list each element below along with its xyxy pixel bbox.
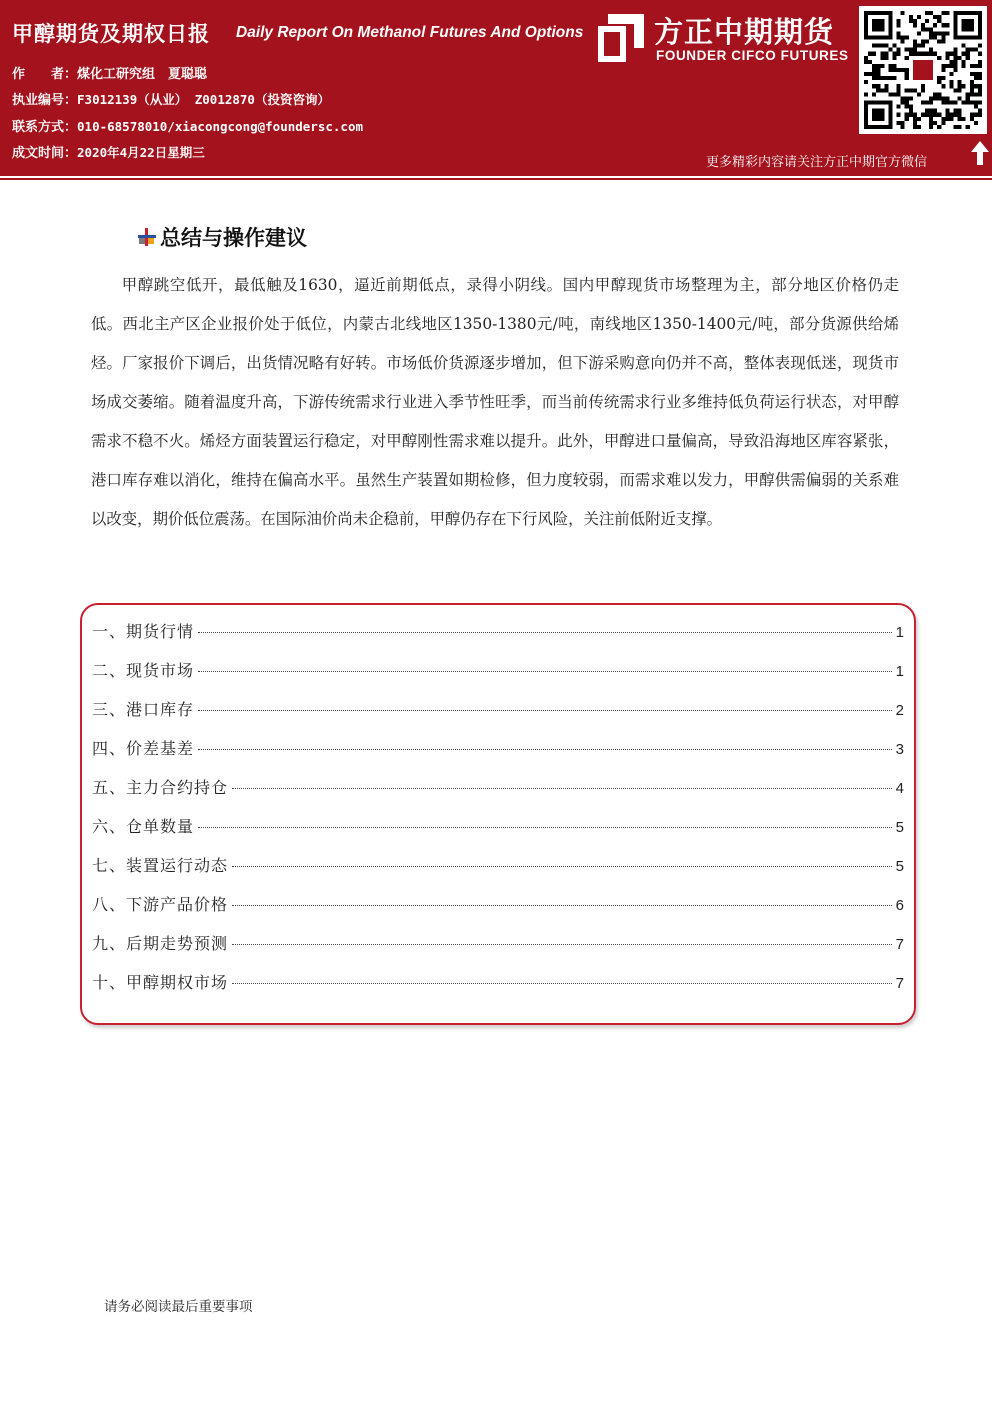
author-label: 作 者： [12,67,78,82]
toc-item[interactable] [92,853,904,892]
contact-value: 010-68578010/xiacongcong@foundersc.com [77,119,363,134]
footer-disclaimer: 请务必阅读最后重要事项 [104,1299,253,1315]
toc-list [92,619,904,1009]
toc-item-label: 八、下游产品价格 [92,895,229,914]
toc-item-label: 九、后期走势预测 [92,934,229,953]
toc-item-page: 7 [895,975,904,992]
arrow-up-icon [970,140,990,166]
toc-leader-dots [198,710,892,711]
toc-item-label: 二、现货市场 [92,661,195,680]
author-value: 煤化工研究组 夏聪聪 [77,67,208,82]
toc-item[interactable] [92,697,904,736]
toc-item-label: 十、甲醇期权市场 [92,973,229,992]
toc-item[interactable] [92,658,904,697]
toc-item[interactable] [92,814,904,853]
toc-item[interactable] [92,775,904,814]
report-title-en: Daily Report On Methanol Futures And Options [236,24,584,41]
toc-item[interactable] [92,970,904,1009]
follow-wechat-text: 更多精彩内容请关注方正中期官方微信 [706,155,928,170]
toc-leader-dots [198,632,892,633]
toc-leader-dots [198,827,892,828]
table-of-contents [80,603,916,1025]
toc-leader-dots [232,944,892,945]
toc-item[interactable] [92,736,904,775]
toc-leader-dots [232,866,892,867]
toc-item-label: 六、仓单数量 [92,817,195,836]
founder-logo-icon [598,14,644,62]
date-label: 成文时间： [12,146,78,161]
toc-item[interactable] [92,931,904,970]
toc-leader-dots [198,671,892,672]
license-value: F3012139（从业） Z0012870（投资咨询） [77,92,330,107]
qr-code-icon [864,11,982,129]
date-line [12,142,205,161]
summary-paragraph: 甲醇跳空低开，最低触及1630，逼近前期低点，录得小阴线。国内甲醇现货市场整理为主，部分地区价格仍走低。西北主产区企业报价处于低位，内蒙古北线地区1350-1380元/吨，南线地区1350-1400元/吨，部分货源供给烯烃。厂家报价下调后，出货情况略有好转。市场低价货源逐步增加，但下游采购意向仍并不高，整体表现低迷，现货市场成交萎缩。随着温度升高，下游传统需求行业进入季节性旺季，而当前传统需求行业多维持低负荷运行状态，对甲醇需求不稳不火。烯烃方面装置运行稳定，对甲醇刚性需求难以提升。此外，甲醇进口量偏高，导致沿海地区库容紧张，港口库存难以消化，维持在偏高水平。虽然生产装置如期检修，但力度较弱，而需求难以发力，甲醇供需偏弱的关系难以改变，期价低位震荡。在国际油价尚未企稳前，甲醇仍存在下行风险，关注前低附近支撑。 [91,276,899,528]
toc-leader-dots [232,905,892,906]
toc-item-page: 5 [895,819,904,836]
contact-line [12,116,363,135]
toc-item-page: 1 [895,624,904,641]
summary-heading [136,222,307,252]
author-line [12,63,207,82]
date-value: 2020年4月22日星期三 [77,145,205,160]
toc-leader-dots [232,983,892,984]
toc-leader-dots [198,749,892,750]
toc-leader-dots [232,788,892,789]
toc-item-label: 四、价差基差 [92,739,195,758]
report-title-cn: 甲醇期货及期权日报 [12,22,210,46]
toc-item-label: 七、装置运行动态 [92,856,229,875]
logo-text-en: FOUNDER CIFCO FUTURES [656,48,849,63]
toc-item-page: 7 [895,936,904,953]
license-label: 执业编号： [12,93,78,108]
contact-label: 联系方式： [12,120,78,135]
header-divider [0,172,992,176]
toc-item-page: 1 [895,663,904,680]
toc-item[interactable] [92,619,904,658]
summary-title: 总结与操作建议 [160,226,307,250]
toc-item-page: 3 [895,741,904,758]
report-header [0,0,992,172]
toc-item-label: 三、港口库存 [92,700,195,719]
toc-item-label: 一、期货行情 [92,622,195,641]
wechat-qr-code [859,6,987,134]
toc-item-page: 5 [895,858,904,875]
toc-item-page: 4 [895,780,904,797]
header-divider-thin [0,178,992,180]
toc-item-page: 2 [895,702,904,719]
toc-item-label: 五、主力合约持仓 [92,778,229,797]
toc-item-page: 6 [895,897,904,914]
logo-text-cn: 方正中期期货 [654,15,835,49]
section-bullet-icon [136,226,158,248]
license-line [12,89,330,108]
toc-item[interactable] [92,892,904,931]
